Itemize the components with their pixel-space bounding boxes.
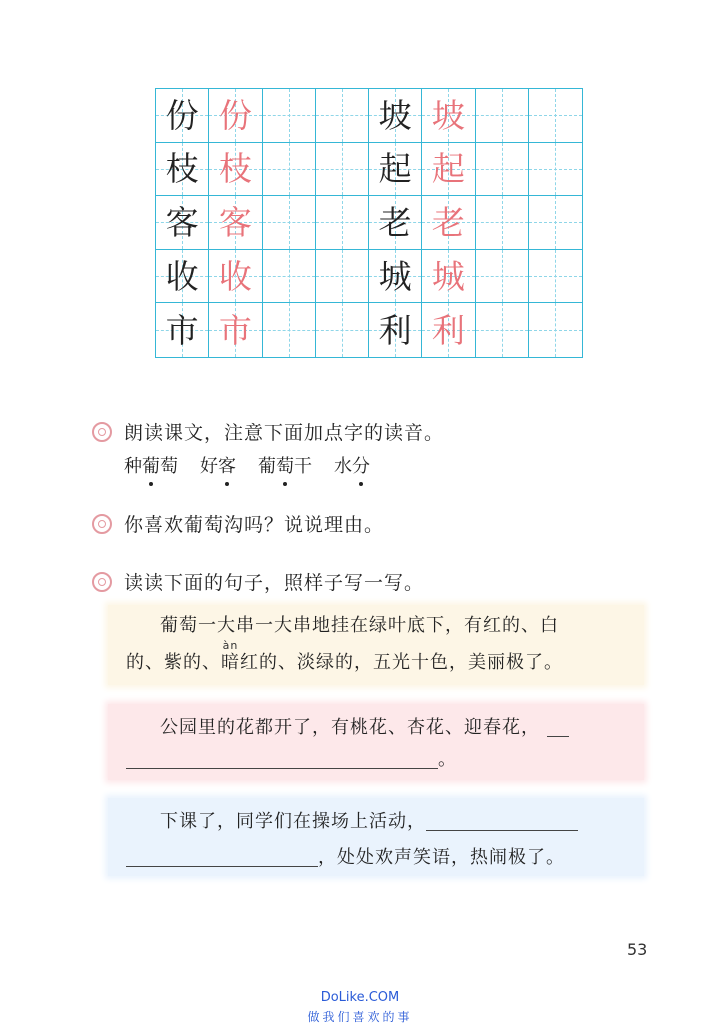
grid-cell-char: 城	[369, 250, 422, 304]
grid-cell-char: 客	[209, 196, 262, 250]
grid-cell-empty[interactable]	[263, 89, 316, 143]
grid-cell-char: 枝	[209, 143, 262, 197]
exercise-2-text: 你喜欢葡萄沟吗？说说理由。	[124, 514, 385, 536]
word-2: 好 客	[200, 452, 236, 478]
grid-cell-char: 坡	[369, 89, 422, 143]
grid-cell-char: 收	[156, 250, 209, 304]
grid-cell-empty[interactable]	[476, 303, 529, 357]
exercise-bullet-icon	[92, 514, 112, 534]
exercise-bullet-icon	[92, 572, 112, 592]
grid-cell-empty[interactable]	[316, 196, 369, 250]
footer-brand: DoLike.COM	[320, 990, 400, 1005]
exercise-1-text: 朗读课文，注意下面加点字的读音。	[124, 422, 445, 444]
grid-cell-empty[interactable]	[263, 196, 316, 250]
grid-cell-char: 市	[209, 303, 262, 357]
grid-cell-char: 利	[369, 303, 422, 357]
example-line-1: 葡萄一大串一大串地挂在绿叶底下，有红的、白	[160, 615, 559, 636]
footer-tagline: 做我们喜欢的事	[307, 1010, 413, 1024]
fill-blank[interactable]	[126, 750, 438, 769]
example-line-2: 的、紫的、 àn 暗红的、淡绿的，五光十色，美丽极了。	[126, 639, 563, 673]
exercise-3-text: 读读下面的句子，照样子写一写。	[124, 572, 425, 594]
fill-blank[interactable]	[547, 718, 569, 737]
page-number: 53	[627, 940, 648, 959]
grid-cell-empty[interactable]	[263, 143, 316, 197]
exercise-3	[92, 568, 424, 595]
grid-cell-char: 坡	[422, 89, 475, 143]
grid-cell-char: 利	[422, 303, 475, 357]
exercise-bullet-icon	[92, 422, 112, 442]
grid-cell-char: 城	[422, 250, 475, 304]
word-1: 种 葡 萄	[124, 452, 178, 478]
grid-cell-empty[interactable]	[316, 303, 369, 357]
grid-cell-char: 收	[209, 250, 262, 304]
grid-cell-empty[interactable]	[476, 89, 529, 143]
grid-cell-char: 市	[156, 303, 209, 357]
grid-cell-empty[interactable]	[529, 89, 582, 143]
dotted-word-list	[124, 452, 370, 478]
grid-cell-empty[interactable]	[476, 196, 529, 250]
grid-cell-empty[interactable]	[529, 250, 582, 304]
pinyin-char: àn 暗	[221, 639, 240, 673]
grid-cell-char: 起	[369, 143, 422, 197]
grid-cell-empty[interactable]	[263, 303, 316, 357]
grid-cell-char: 起	[422, 143, 475, 197]
exercise-1	[92, 418, 444, 445]
exercise-2	[92, 510, 384, 537]
grid-cell-empty[interactable]	[529, 143, 582, 197]
example-sentence-box	[108, 605, 644, 685]
grid-cell-empty[interactable]	[316, 89, 369, 143]
grid-cell-empty[interactable]	[529, 196, 582, 250]
grid-cell-char: 老	[422, 196, 475, 250]
pinyin-annotation: àn	[222, 639, 239, 652]
grid-cell-char: 份	[156, 89, 209, 143]
fill-blank[interactable]	[426, 812, 578, 831]
grid-cell-char: 枝	[156, 143, 209, 197]
word-4: 水 分	[334, 452, 370, 478]
grid-cell-empty[interactable]	[529, 303, 582, 357]
practice-1-line-1: 公园里的花都开了，有桃花、杏花、迎春花，	[160, 718, 634, 737]
practice-sentence-box-1	[108, 704, 644, 780]
grid-cell-char: 份	[209, 89, 262, 143]
grid-cell-empty[interactable]	[476, 250, 529, 304]
practice-2-line-1: 下课了，同学们在操场上活动，	[160, 812, 634, 831]
grid-cell-empty[interactable]	[476, 143, 529, 197]
writing-grid	[155, 88, 583, 358]
grid-cell-empty[interactable]	[263, 250, 316, 304]
grid-cell-char: 老	[369, 196, 422, 250]
fill-blank[interactable]	[126, 848, 318, 867]
grid-cell-char: 客	[156, 196, 209, 250]
grid-cell-empty[interactable]	[316, 250, 369, 304]
practice-1-line-2: 。	[126, 750, 634, 769]
practice-2-line-2: ，处处欢声笑语，热闹极了。	[126, 848, 634, 867]
word-3: 葡 萄 干	[258, 452, 312, 478]
practice-sentence-box-2	[108, 798, 644, 876]
grid-cell-empty[interactable]	[316, 143, 369, 197]
